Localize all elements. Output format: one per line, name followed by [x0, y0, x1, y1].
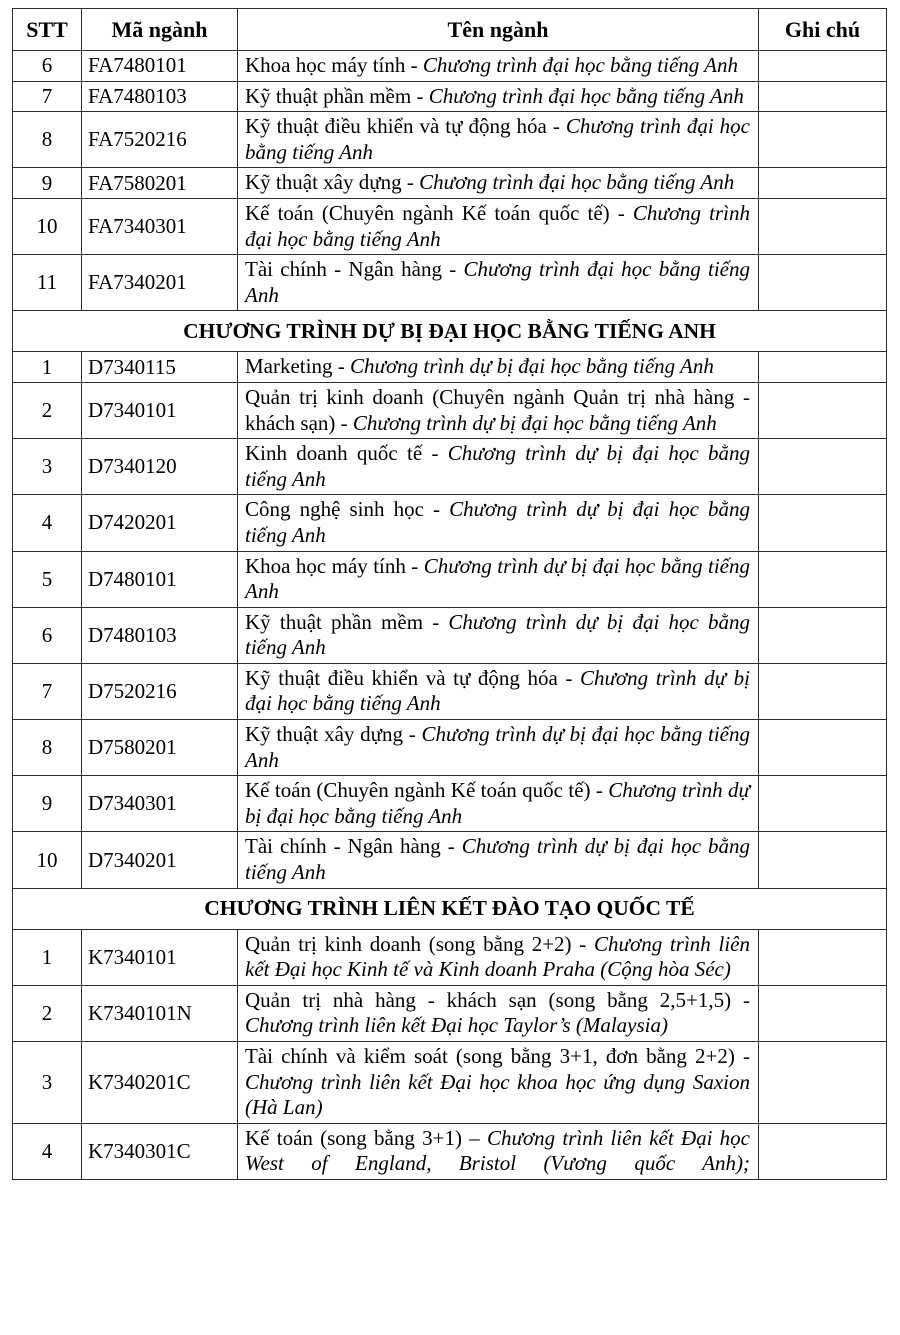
table-row [13, 551, 887, 607]
major-name [238, 495, 759, 551]
note [759, 495, 887, 551]
section-title: CHƯƠNG TRÌNH DỰ BỊ ĐẠI HỌC BẰNG TIẾNG ANH [13, 311, 887, 352]
table-row [13, 255, 887, 311]
major-name-text: Tài chính - Ngân hàng - [245, 834, 462, 859]
table-row [13, 985, 887, 1041]
row-number: 2 [13, 382, 82, 438]
major-name-text: Tài chính - Ngân hàng - [245, 257, 464, 282]
major-name-text: Kinh doanh quốc tế - [245, 441, 448, 466]
major-name [238, 382, 759, 438]
row-number: 10 [13, 832, 82, 888]
row-number: 10 [13, 198, 82, 254]
major-name-text: Khoa học máy tính - [245, 53, 423, 77]
major-name [238, 832, 759, 888]
note [759, 352, 887, 383]
major-program-text: Chương trình dự bị đại học bằng tiếng Anh [245, 609, 750, 660]
note [759, 112, 887, 168]
major-name-text: Kỹ thuật xây dựng - [245, 170, 420, 195]
major-program-text: Chương trình dự bị đại học bằng tiếng Anh [245, 497, 751, 547]
row-number: 8 [13, 720, 82, 776]
major-program-text: Chương trình đại học bằng tiếng Anh [245, 257, 751, 307]
major-name-text: Kỹ thuật phần mềm - [245, 609, 449, 634]
major-name-text: Quản trị kinh doanh (song bằng 2+2) - [245, 931, 595, 956]
table-row [13, 607, 887, 663]
header-stt: STT [13, 9, 82, 51]
document-page [12, 8, 886, 1180]
section-row [13, 888, 887, 929]
table-row [13, 929, 887, 985]
major-code: K7340101 [82, 929, 238, 985]
row-number: 7 [13, 81, 82, 112]
row-number: 8 [13, 112, 82, 168]
row-number: 3 [13, 439, 82, 495]
table-row [13, 352, 887, 383]
major-program-text: Chương trình dự bị đại học bằng tiếng Anh [245, 778, 750, 828]
major-code: D7340301 [82, 776, 238, 832]
major-name-text: Kế toán (song bằng 3+1) – [245, 1125, 487, 1150]
major-name [238, 607, 759, 663]
major-code: D7580201 [82, 720, 238, 776]
major-code: FA7340201 [82, 255, 238, 311]
major-program-text: Chương trình dự bị đại học bằng tiếng Anh [245, 441, 751, 491]
major-program-text: Chương trình đại học bằng tiếng Anh [245, 114, 750, 164]
major-name-text: Quản trị kinh doanh (Chuyên ngành Quản trị nhà hàng - khách sạn) - [245, 384, 750, 435]
header-code: Mã ngành [82, 9, 238, 51]
major-name-text: Quản trị nhà hàng - khách sạn (song bằng 2,5+1,5) - [245, 987, 750, 1012]
major-name [238, 81, 759, 112]
note [759, 551, 887, 607]
note [759, 81, 887, 112]
row-number: 9 [13, 776, 82, 832]
row-number: 2 [13, 985, 82, 1041]
table-row [13, 495, 887, 551]
section-row [13, 311, 887, 352]
major-name-text: Khoa học máy tính - [245, 553, 424, 578]
major-name-text: Kỹ thuật xây dựng - [245, 722, 422, 747]
table-row [13, 720, 887, 776]
table-row [13, 51, 887, 82]
table-row [13, 1042, 887, 1124]
major-name [238, 51, 759, 82]
major-program-text: Chương trình dự bị đại học bằng tiếng Anh [349, 354, 714, 379]
row-number: 4 [13, 495, 82, 551]
section-title: CHƯƠNG TRÌNH LIÊN KẾT ĐÀO TẠO QUỐC TẾ [13, 888, 887, 929]
major-code: FA7520216 [82, 112, 238, 168]
table-row [13, 198, 887, 254]
note [759, 1042, 887, 1124]
major-program-text: Chương trình dự bị đại học bằng tiếng Anh [245, 553, 751, 604]
major-code: FA7480103 [82, 81, 238, 112]
major-name-text: Kế toán (Chuyên ngành Kế toán quốc tế) - [245, 778, 609, 803]
table-row [13, 439, 887, 495]
note [759, 929, 887, 985]
major-name [238, 663, 759, 719]
major-name [238, 168, 759, 199]
note [759, 168, 887, 199]
major-code: D7420201 [82, 495, 238, 551]
row-number: 6 [13, 607, 82, 663]
major-program-text: Chương trình đại học bằng tiếng Anh [422, 53, 738, 77]
major-code: D7340101 [82, 382, 238, 438]
major-name-text: Kế toán (Chuyên ngành Kế toán quốc tế) - [245, 200, 633, 225]
major-name [238, 439, 759, 495]
major-program-text: Chương trình đại học bằng tiếng Anh [419, 170, 735, 195]
major-code: FA7340301 [82, 198, 238, 254]
note [759, 663, 887, 719]
major-code: K7340301C [82, 1123, 238, 1179]
major-name [238, 352, 759, 383]
major-program-text: Chương trình liên kết Đại học Kinh tế và Kinh doanh Praha (Cộng hòa Séc) [245, 931, 751, 982]
row-number: 4 [13, 1123, 82, 1179]
table-row [13, 81, 887, 112]
major-name [238, 1123, 759, 1179]
table-row [13, 1123, 887, 1179]
row-number: 11 [13, 255, 82, 311]
major-name [238, 551, 759, 607]
header-note: Ghi chú [759, 9, 887, 51]
major-name [238, 255, 759, 311]
note [759, 439, 887, 495]
note [759, 198, 887, 254]
note [759, 255, 887, 311]
major-name [238, 929, 759, 985]
row-number: 1 [13, 929, 82, 985]
major-name-text: Công nghệ sinh học - [245, 497, 450, 522]
header-name: Tên ngành [238, 9, 759, 51]
major-name-text: Tài chính và kiểm soát (song bằng 3+1, đơn bằng 2+2) - [245, 1044, 750, 1068]
note [759, 51, 887, 82]
row-number: 6 [13, 51, 82, 82]
row-number: 1 [13, 352, 82, 383]
major-program-text: Chương trình liên kết Đại học Taylor’s (Malaysia) [245, 1013, 669, 1038]
major-name-text: Kỹ thuật điều khiển và tự động hóa - [245, 665, 580, 690]
major-code: D7340115 [82, 352, 238, 383]
major-program-text: Chương trình liên kết Đại học West of England, Bristol (Vương quốc Anh); [245, 1125, 751, 1176]
major-code: D7520216 [82, 663, 238, 719]
table-row [13, 112, 887, 168]
major-code: FA7480101 [82, 51, 238, 82]
major-program-text: Chương trình dự bị đại học bằng tiếng Anh [245, 834, 751, 885]
major-name [238, 985, 759, 1041]
major-program-text: Chương trình dự bị đại học bằng tiếng Anh [352, 410, 717, 435]
major-code: D7340201 [82, 832, 238, 888]
major-code: K7340201C [82, 1042, 238, 1124]
header-row [13, 9, 887, 51]
major-code: K7340101N [82, 985, 238, 1041]
major-name [238, 198, 759, 254]
table-row [13, 832, 887, 888]
row-number: 7 [13, 663, 82, 719]
major-name [238, 1042, 759, 1124]
note [759, 776, 887, 832]
major-program-text: Chương trình liên kết Đại học khoa học ứng dụng Saxion (Hà Lan) [245, 1069, 750, 1120]
major-name [238, 776, 759, 832]
programs-table [12, 8, 887, 1180]
major-code: D7340120 [82, 439, 238, 495]
major-name-text: Kỹ thuật phần mềm - [245, 83, 429, 108]
major-name [238, 112, 759, 168]
table-row [13, 382, 887, 438]
table-row [13, 168, 887, 199]
row-number: 9 [13, 168, 82, 199]
major-program-text: Chương trình dự bị đại học bằng tiếng Anh [245, 722, 750, 772]
table-row [13, 776, 887, 832]
major-code: FA7580201 [82, 168, 238, 199]
major-name-text: Marketing - [245, 354, 350, 379]
major-name [238, 720, 759, 776]
note [759, 720, 887, 776]
note [759, 1123, 887, 1179]
major-program-text: Chương trình đại học bằng tiếng Anh [245, 200, 750, 251]
table-row [13, 663, 887, 719]
major-name-text: Kỹ thuật điều khiển và tự động hóa - [245, 114, 566, 139]
note [759, 607, 887, 663]
major-program-text: Chương trình đại học bằng tiếng Anh [428, 83, 744, 108]
note [759, 382, 887, 438]
note [759, 832, 887, 888]
table-body [13, 51, 887, 1180]
note [759, 985, 887, 1041]
major-code: D7480103 [82, 607, 238, 663]
major-code: D7480101 [82, 551, 238, 607]
row-number: 3 [13, 1042, 82, 1124]
major-program-text: Chương trình dự bị đại học bằng tiếng Anh [245, 665, 750, 716]
row-number: 5 [13, 551, 82, 607]
